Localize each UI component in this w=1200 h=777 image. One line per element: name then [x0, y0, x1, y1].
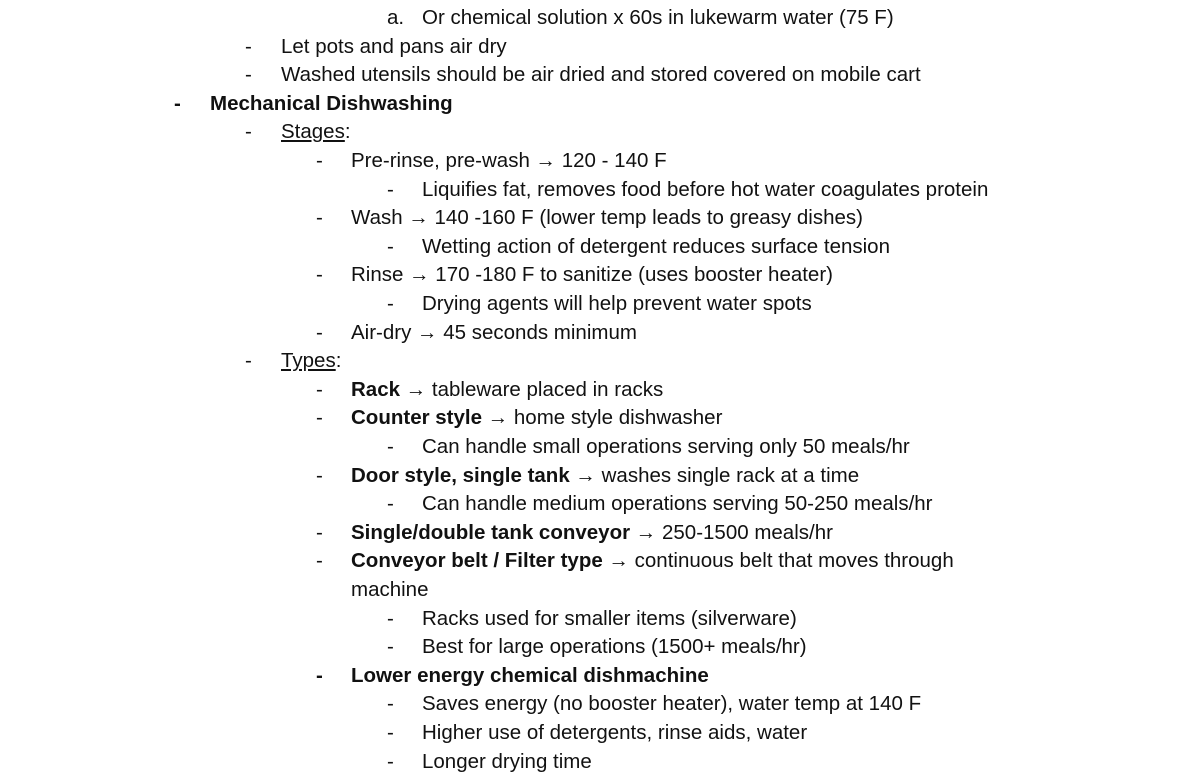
list-item	[0, 633, 1200, 662]
bold-term: Single/double tank conveyor	[351, 520, 631, 544]
bullet-dash-icon: -	[387, 692, 394, 716]
list-item	[0, 233, 1200, 262]
list-item	[0, 4, 1200, 33]
bullet-dash-icon: -	[245, 120, 252, 144]
list-item-text	[422, 4, 894, 33]
list-item	[0, 719, 1200, 748]
text-run: Higher use of detergents, rinse aids, water	[422, 721, 808, 744]
text-run: Wetting action of detergent reduces surface tension	[422, 234, 890, 258]
list-item-text	[351, 519, 833, 548]
bullet-dash-icon: -	[387, 292, 394, 315]
list-item-text	[351, 662, 709, 691]
list-item	[0, 204, 1200, 233]
list-item-text	[422, 290, 812, 319]
list-item	[0, 662, 1200, 691]
bold-term: Lower energy chemical dishmachine	[351, 663, 709, 687]
list-item-text	[281, 33, 507, 62]
list-item	[0, 290, 1200, 319]
list-item	[0, 605, 1200, 634]
list-item-text	[351, 404, 722, 433]
bullet-dash-icon: -	[245, 34, 252, 58]
bullet-dash-icon: -	[316, 320, 323, 344]
bullet-dash-icon: -	[387, 749, 394, 773]
list-item-text	[351, 147, 667, 176]
text-run: → continuous belt that moves through	[602, 549, 954, 573]
text-run: Air-dry → 45 seconds minimum	[351, 320, 637, 344]
text-run: → washes single rack at a time	[569, 463, 860, 487]
list-item-text	[351, 576, 429, 605]
bullet-dash-icon: -	[316, 520, 323, 544]
list-item-text	[422, 690, 921, 719]
list-item	[0, 490, 1200, 519]
bullet-dash-icon: -	[316, 663, 323, 687]
bold-term: Door style, single tank	[351, 463, 570, 487]
text-run: Pre-rinse, pre-wash → 120 - 140 F	[351, 149, 667, 172]
bullet-dash-icon: -	[245, 63, 252, 87]
list-item-text	[422, 633, 807, 662]
list-item	[0, 376, 1200, 405]
text-run: :	[335, 349, 342, 373]
list-item-text	[210, 90, 453, 119]
text-run: Can handle small operations serving only 50 meals/hr	[422, 435, 910, 458]
bullet-dash-icon: -	[316, 206, 323, 230]
list-item-text	[281, 118, 351, 147]
text-run: → 250-1500 meals/hr	[630, 520, 833, 544]
list-letter-marker: a.	[387, 6, 405, 29]
list-item	[0, 404, 1200, 433]
list-item-text	[351, 319, 637, 348]
list-item	[0, 748, 1200, 777]
text-run: Best for large operations (1500+ meals/hr)	[422, 635, 807, 659]
list-item	[0, 547, 1200, 576]
list-item-text	[422, 490, 933, 519]
list-item-text	[422, 748, 592, 777]
list-item	[0, 690, 1200, 719]
text-run: Washed utensils should be air dried and stored covered on mobile cart	[281, 63, 921, 87]
text-run: Racks used for smaller items (silverware)	[422, 606, 797, 630]
bullet-dash-icon: -	[387, 635, 394, 659]
list-item-text	[351, 547, 954, 576]
list-item	[0, 319, 1200, 348]
text-run: → home style dishwasher	[482, 406, 723, 430]
text-run: Let pots and pans air dry	[281, 34, 507, 58]
bold-term: Counter style	[351, 406, 482, 430]
list-item-text	[422, 433, 910, 462]
list-item	[0, 433, 1200, 462]
bullet-dash-icon: -	[316, 463, 323, 487]
bullet-dash-icon: -	[387, 234, 394, 258]
bullet-dash-icon: -	[174, 91, 181, 115]
bold-term: Mechanical Dishwashing	[210, 91, 453, 115]
bullet-dash-icon: -	[316, 406, 323, 430]
list-item	[0, 261, 1200, 290]
text-run: Drying agents will help prevent water spots	[422, 292, 812, 315]
list-item-text	[422, 719, 807, 748]
text-run: Wash → 140 -160 F (lower temp leads to greasy dishes)	[351, 206, 863, 230]
text-run: → tableware placed in racks	[400, 377, 664, 401]
text-run: Or chemical solution x 60s in lukewarm water (75 F)	[422, 6, 894, 29]
bullet-dash-icon: -	[245, 349, 252, 373]
list-item-text	[281, 347, 341, 376]
text-run: machine	[351, 578, 429, 601]
underlined-heading: Types	[281, 349, 336, 373]
bullet-dash-icon: -	[387, 492, 394, 516]
list-item-text	[351, 261, 833, 290]
bullet-dash-icon: -	[316, 377, 323, 401]
underlined-heading: Stages	[281, 120, 345, 144]
bullet-dash-icon: -	[387, 721, 394, 744]
text-run: Rinse → 170 -180 F to sanitize (uses booster heater)	[351, 263, 833, 287]
list-item-text	[351, 462, 859, 491]
list-item	[0, 576, 1200, 605]
text-run: Longer drying time	[422, 749, 592, 773]
text-run: :	[344, 120, 351, 144]
list-item	[0, 176, 1200, 205]
list-item	[0, 347, 1200, 376]
bullet-dash-icon: -	[316, 149, 323, 172]
list-item	[0, 147, 1200, 176]
list-item	[0, 118, 1200, 147]
list-item	[0, 90, 1200, 119]
list-item-text	[351, 204, 863, 233]
list-item-text	[351, 376, 663, 405]
text-run: Saves energy (no booster heater), water temp at 140 F	[422, 692, 922, 716]
bullet-dash-icon: -	[316, 263, 323, 287]
bullet-dash-icon: -	[387, 606, 394, 630]
bullet-dash-icon: -	[387, 177, 394, 201]
list-item-text	[422, 233, 890, 262]
text-run: Can handle medium operations serving 50-250 meals/hr	[422, 492, 933, 516]
list-item-text	[422, 605, 797, 634]
bold-term: Conveyor belt / Filter type	[351, 549, 603, 573]
bullet-dash-icon: -	[387, 435, 394, 458]
list-item-text	[281, 61, 921, 90]
list-item-text	[422, 176, 988, 205]
list-item	[0, 33, 1200, 62]
list-item	[0, 462, 1200, 491]
bold-term: Rack	[351, 377, 401, 401]
bullet-dash-icon: -	[316, 549, 323, 573]
list-item	[0, 61, 1200, 90]
text-run: Liquifies fat, removes food before hot water coagulates protein	[422, 177, 989, 201]
list-item	[0, 519, 1200, 548]
